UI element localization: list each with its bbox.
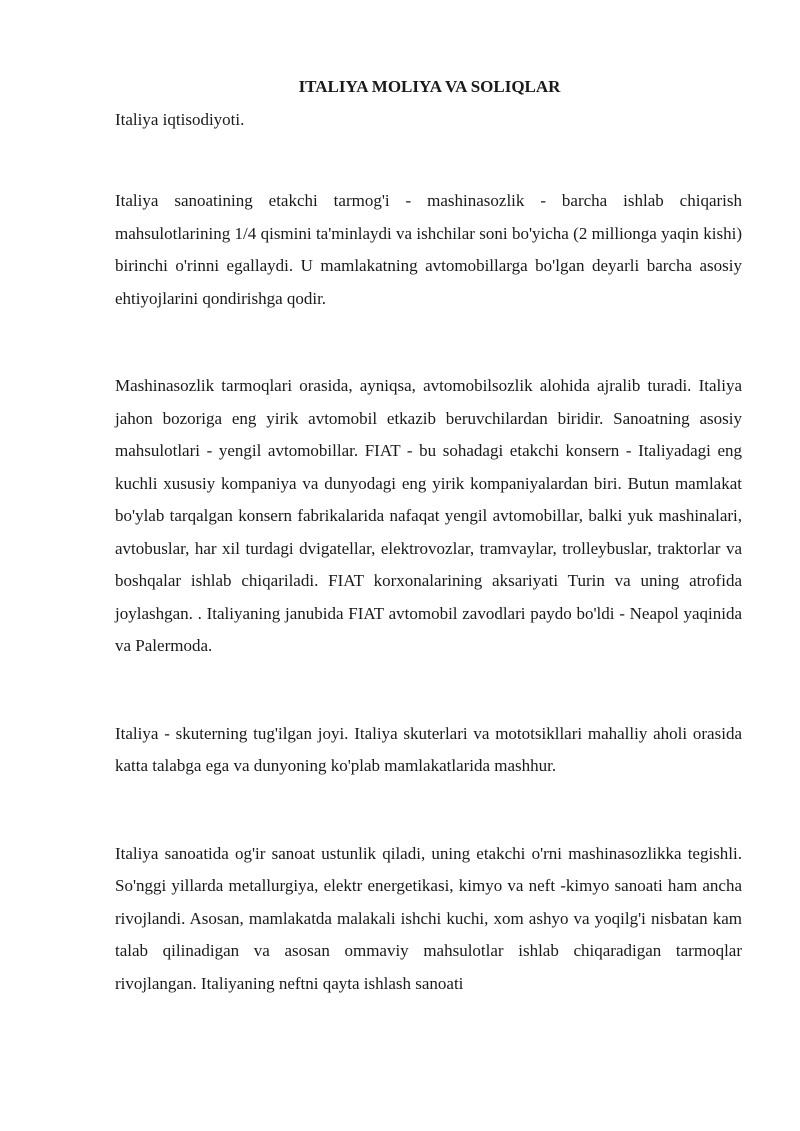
document-subtitle: Italiya iqtisodiyoti. — [115, 110, 245, 129]
paragraph-machine-building: Italiya sanoatining etakchi tarmog'i - mashinasozlik - barcha ishlab chiqarish mahsulotlarining 1/4 qismini ta'minlaydi va ishchilar soni bo'yicha (2 millionga yaqin kishi) birinchi o'rinni egallaydi. U mamlakatning avtomobillarga bo'lgan deyarli barcha asosiy ehtiyojlarini qondirishga qodir. — [115, 191, 742, 308]
paragraph-scooters: Italiya - skuterning tug'ilgan joyi. Italiya skuterlari va mototsikllari mahalliy aholi orasida katta talabga ega va dunyoning ko'plab mamlakatlarida mashhur. — [115, 723, 742, 775]
document-page — [115, 76, 742, 1000]
paragraph-heavy-industry: Italiya sanoatida og'ir sanoat ustunlik qiladi, uning etakchi o'rni mashinasozlikka tegishli. So'nggi yillarda metallurgiya, elektr energetikasi, kimyo va neft -kimyo sanoati ham ancha rivojlandi. Asosan, mamlakatda malakali ishchi kuchi, xom ashyo va yoqilg'i nisbatan kam talab qilinadigan va asosan ommaviy mahsulotlar ishlab chiqaradigan tarmoqlar rivojlangan. Italiyaning neftni qayta ishlash sanoati — [115, 843, 742, 993]
document-title: ITALIYA MOLIYA VA SOLIQLAR — [298, 77, 561, 96]
paragraph-automotive: Mashinasozlik tarmoqlari orasida, ayniqsa, avtomobilsozlik alohida ajralib turadi. Italiya jahon bozoriga eng yirik avtomobil etkazib beruvchilardan biridir. Sanoatning asosiy mahsulotlari - yengil avtomobillar. FIAT - bu sohadagi etakchi konsern - Italiyadagi eng kuchli xususiy kompaniya va dunyodagi eng yirik kompaniyalardan biri. Butun mamlakat bo'ylab tarqalgan konsern fabrikalarida nafaqat yengil avtomobillar, balki yuk mashinalari, avtobuslar, har xil turdagi dvigatellar, elektrovozlar, tramvaylar, trolleybuslar, traktorlar va boshqalar ishlab chiqariladi. FIAT korxonalarining aksariyati Turin va uning atrofida joylashgan. . Italiyaning janubida FIAT avtomobil zavodlari paydo bo'ldi - Neapol yaqinida va Palermoda. — [115, 376, 742, 655]
